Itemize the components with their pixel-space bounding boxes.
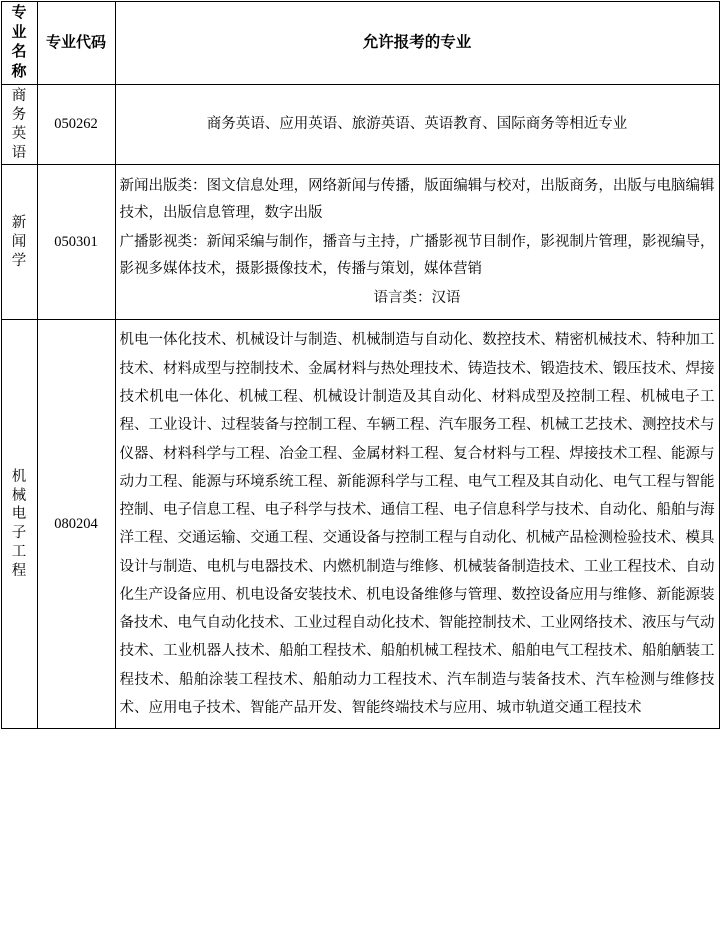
major-name-line1: 商务 bbox=[11, 88, 27, 123]
allowed-majors-paragraph: 语言类：汉语 bbox=[373, 289, 461, 306]
document-page bbox=[0, 1, 720, 942]
table-row bbox=[1, 165, 719, 320]
cell-major-name bbox=[1, 165, 37, 320]
column-header-major-name-line2: 名称 bbox=[11, 44, 27, 80]
allowed-majors-paragraph: 商务英语、应用英语、旅游英语、英语教育、国际商务等相近专业 bbox=[206, 116, 628, 133]
major-name-line2: 电子 bbox=[11, 506, 27, 542]
table-row bbox=[1, 85, 719, 165]
cell-major-name bbox=[1, 85, 37, 165]
major-name-line1: 机械 bbox=[11, 468, 27, 504]
cell-major-name bbox=[1, 320, 37, 729]
allowed-majors-paragraph: 广播影视类：新闻采编与制作，播音与主持，广播影视节目制作，影视制片管理，影视编导，影视多媒体技术，摄影摄像技术，传播与策划，媒体营销 bbox=[119, 234, 715, 277]
major-name-line2: 学 bbox=[11, 252, 27, 269]
major-name-line2: 英语 bbox=[11, 125, 27, 161]
table-row bbox=[1, 320, 719, 729]
column-header-allowed-majors: 允许报考的专业 bbox=[115, 2, 719, 85]
cell-allowed-majors bbox=[115, 320, 719, 729]
major-allowed-table bbox=[1, 1, 720, 729]
cell-major-code: 050301 bbox=[37, 165, 115, 320]
column-header-major-name bbox=[1, 2, 37, 85]
allowed-majors-paragraph: 新闻出版类：图文信息处理，网络新闻与传播，版面编辑与校对，出版商务，出版与电脑编辑技术，出版信息管理，数字出版 bbox=[119, 178, 715, 222]
table-header-row bbox=[1, 2, 719, 85]
table-body bbox=[1, 85, 719, 729]
allowed-majors-paragraph: 机电一体化技术、机械设计与制造、机械制造与自动化、数控技术、精密机械技术、特种加工技术、材料成型与控制技术、金属材料与热处理技术、铸造技术、锻造技术、锻压技术、焊接技术机电一体化、机械工程、机械设计制造及其自动化、材料成型及控制工程、机械电子工程、工业设计、过程装备与控制工程、车辆工程、汽车服务工程、机械工艺技术、测控技术与仪器、材料科学与工程、冶金工程、金属材料工程、复合材料与工程、焊接技术工程、能源与动力工程、能源与环境系统工程、新能源科学与工程、电气工程及其自动化、电气工程与智能控制、电子信息工程、电子科学与技术、通信工程、电子信息科学与技术、自动化、船舶与海洋工程、交通运输、交通工程、交通设备与控制工程与自动化、机械产品检测检验技术、模具设计与制造、电机与电器技术、内燃机制造与维修、机械装备制造技术、工业工程技术、自动化生产设备应用、机电设备安装技术、机电设备维修与管理、数控设备应用与维修、新能源装备技术、电气自动化技术、工业过程自动化技术、智能控制技术、工业网络技术、液压与气动技术、工业机器人技术、船舶工程技术、船舶机械工程技术、船舶电气工程技术、船舶舾装工程技术、船舶涂装工程技术、船舶动力工程技术、汽车制造与装备技术、汽车检测与维修技术、应用电子技术、智能产品开发、智能终端技术与应用、城市轨道交通工程技术 bbox=[119, 332, 715, 716]
cell-allowed-majors bbox=[115, 85, 719, 165]
column-header-major-name-line1: 专业 bbox=[11, 5, 27, 41]
cell-allowed-majors bbox=[115, 165, 719, 320]
cell-major-code: 080204 bbox=[37, 320, 115, 729]
major-name-line1: 新闻 bbox=[11, 215, 27, 250]
cell-major-code: 050262 bbox=[37, 85, 115, 165]
major-name-line3: 工程 bbox=[11, 544, 27, 579]
table-header bbox=[1, 2, 719, 85]
column-header-major-code: 专业代码 bbox=[37, 2, 115, 85]
